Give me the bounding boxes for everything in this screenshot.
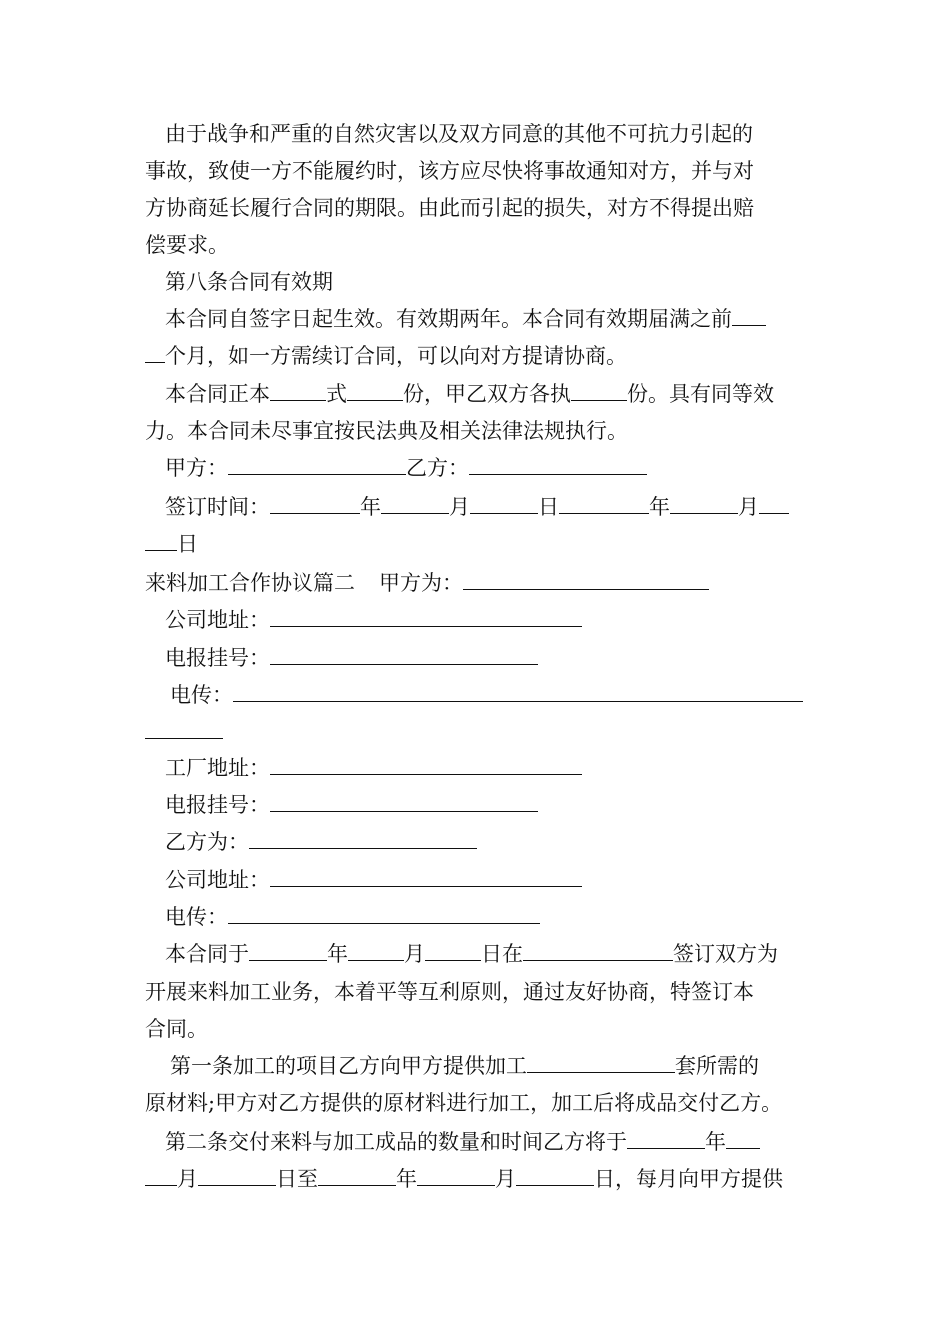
signing-line-2: 开展来料加工业务，本着平等互利原则，通过友好协商，特签订本: [145, 980, 754, 1004]
signing-line-3: 合同。: [145, 1017, 208, 1041]
blank-field[interactable]: [670, 491, 738, 514]
company-address-field[interactable]: [270, 864, 582, 887]
fax-field[interactable]: [228, 901, 540, 924]
force-majeure-line-3: 方协商延长履行合同的期限。由此而引起的损失，对方不得提出赔: [145, 196, 754, 220]
blank-field[interactable]: [470, 491, 538, 514]
blank-field[interactable]: [726, 1126, 760, 1149]
company-address-line: 公司地址：: [165, 602, 810, 639]
blank-field[interactable]: [249, 938, 327, 961]
parties-line: 甲方： 乙方：: [165, 450, 810, 487]
factory-address-field[interactable]: [270, 752, 582, 775]
factory-address-line: 工厂地址：: [165, 750, 810, 787]
party-a-name-field[interactable]: [463, 567, 709, 590]
party-b-line: 乙方为：: [165, 824, 810, 861]
party-b-field[interactable]: [469, 452, 647, 475]
force-majeure-line-2: 事故，致使一方不能履约时，该方应尽快将事故通知对方，并与对: [145, 159, 754, 183]
blank-field[interactable]: [145, 1163, 177, 1186]
sign-time-line-2: 日: [145, 526, 810, 563]
fax-field[interactable]: [233, 679, 803, 702]
blank-field[interactable]: [732, 303, 766, 326]
force-majeure-line-1: 由于战争和严重的自然灾害以及双方同意的其他不可抗力引起的: [165, 122, 753, 146]
processing-quantity-field[interactable]: [527, 1050, 675, 1073]
sign-time-line-1: 签订时间： 年 月 日 年 月: [165, 489, 810, 526]
blank-field[interactable]: [417, 1163, 495, 1186]
article-8-title: 第八条合同有效期: [165, 270, 333, 294]
blank-field[interactable]: [348, 938, 404, 961]
fax-line-3: 电传：: [165, 899, 810, 936]
validity-line-2: 个月，如一方需续订合同，可以向对方提请协商。: [145, 338, 810, 375]
blank-field[interactable]: [627, 1126, 705, 1149]
copies-line-1: 本合同正本 式 份，甲乙双方各执 份。具有同等效: [165, 376, 810, 413]
validity-line-1: 本合同自签字日起生效。有效期两年。本合同有效期届满之前: [165, 301, 810, 338]
party-b-name-field[interactable]: [249, 826, 477, 849]
telegraph-line: 电报挂号：: [165, 640, 810, 677]
blank-field[interactable]: [145, 528, 177, 551]
fax-line-2: [145, 714, 810, 751]
force-majeure-line-4: 偿要求。: [145, 233, 229, 257]
article-2-line-1: 第二条交付来料与加工成品的数量和时间乙方将于 年: [165, 1124, 810, 1161]
article-1-line-2: 原材料;甲方对乙方提供的原材料进行加工，加工后将成品交付乙方。: [145, 1091, 783, 1115]
blank-field[interactable]: [318, 1163, 396, 1186]
fax-field-continued[interactable]: [145, 716, 223, 739]
article-2-line-2: 月 日至 年 月 日，每月向甲方提供: [145, 1161, 810, 1198]
blank-field[interactable]: [381, 491, 449, 514]
blank-field[interactable]: [425, 938, 481, 961]
company-address-line-2: 公司地址：: [165, 862, 810, 899]
telegraph-field[interactable]: [270, 642, 538, 665]
signing-line-1: 本合同于 年 月 日在 签订双方为: [165, 936, 810, 973]
company-address-field[interactable]: [270, 604, 582, 627]
telegraph-field[interactable]: [270, 789, 538, 812]
blank-field[interactable]: [270, 491, 360, 514]
blank-field[interactable]: [198, 1163, 276, 1186]
blank-field[interactable]: [270, 378, 326, 401]
blank-field[interactable]: [516, 1163, 594, 1186]
fax-line-1: 电传：: [170, 677, 810, 714]
blank-field[interactable]: [145, 340, 165, 363]
blank-field[interactable]: [759, 491, 789, 514]
section-2-heading: 来料加工合作协议篇二 甲方为：: [145, 565, 810, 602]
copies-line-2: 力。本合同未尽事宜按民法典及相关法律法规执行。: [145, 419, 628, 443]
blank-field[interactable]: [571, 378, 627, 401]
telegraph-line-2: 电报挂号：: [165, 787, 810, 824]
blank-field[interactable]: [559, 491, 649, 514]
signing-place-field[interactable]: [523, 938, 673, 961]
blank-field[interactable]: [347, 378, 403, 401]
party-a-field[interactable]: [228, 452, 406, 475]
article-1-line-1: 第一条加工的项目乙方向甲方提供加工 套所需的: [170, 1048, 810, 1085]
